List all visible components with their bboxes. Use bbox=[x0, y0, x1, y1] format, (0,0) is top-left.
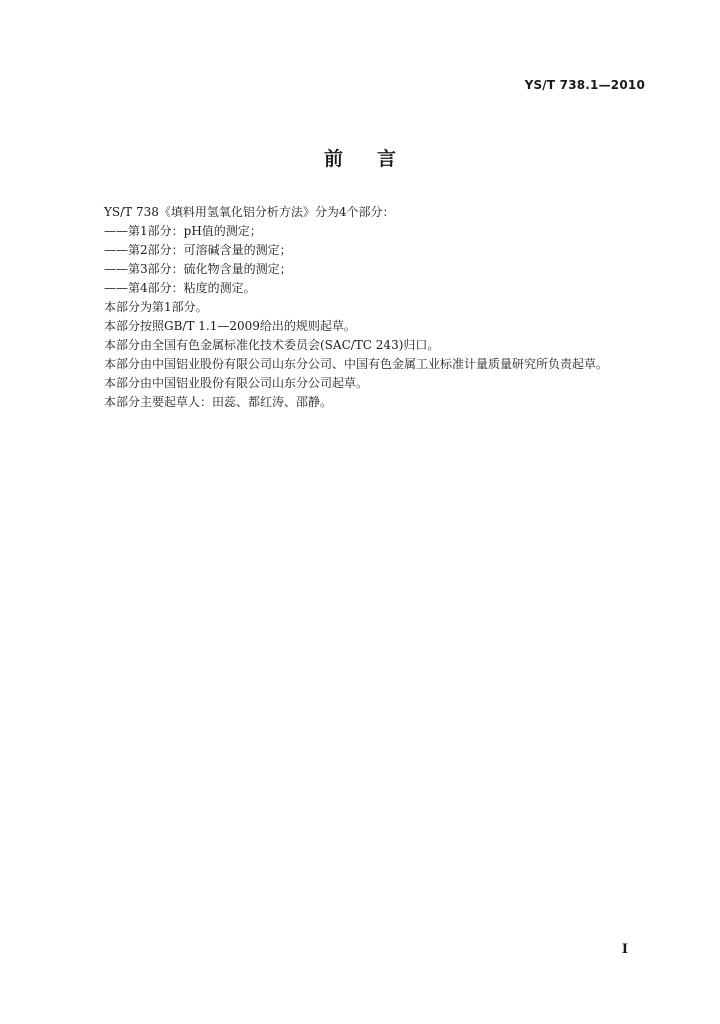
paragraph-intro: YS/T 738《填料用氢氧化铝分析方法》分为4个部分： bbox=[104, 205, 395, 219]
standard-number: YS/T 738.1—2010 bbox=[524, 78, 645, 92]
list-item-part-3: ——第3部分：硫化物含量的测定； bbox=[104, 262, 292, 276]
paragraph-responsible-drafters: 本部分由中国铝业股份有限公司山东分公司、中国有色金属工业标准计量质量研究所负责起草。 bbox=[104, 357, 609, 371]
paragraph-drafting-rules: 本部分按照GB/T 1.1—2009给出的规则起草。 bbox=[104, 319, 356, 333]
list-item-part-4: ——第4部分：粘度的测定。 bbox=[104, 281, 256, 295]
list-item-part-2: ——第2部分：可溶碱含量的测定； bbox=[104, 243, 292, 257]
paragraph-main-drafters: 本部分主要起草人：田蕊、都红涛、邵静。 bbox=[104, 395, 333, 409]
foreword-body bbox=[104, 203, 664, 412]
list-item-part-1: ——第1部分：pH值的测定； bbox=[104, 224, 262, 238]
paragraph-drafted-by: 本部分由中国铝业股份有限公司山东分公司起草。 bbox=[104, 376, 369, 390]
page-title: 前言 bbox=[323, 148, 430, 170]
page-number: I bbox=[621, 942, 628, 957]
paragraph-committee: 本部分由全国有色金属标准化技术委员会(SAC/TC 243)归口。 bbox=[104, 338, 440, 352]
paragraph-this-part: 本部分为第1部分。 bbox=[104, 300, 208, 314]
